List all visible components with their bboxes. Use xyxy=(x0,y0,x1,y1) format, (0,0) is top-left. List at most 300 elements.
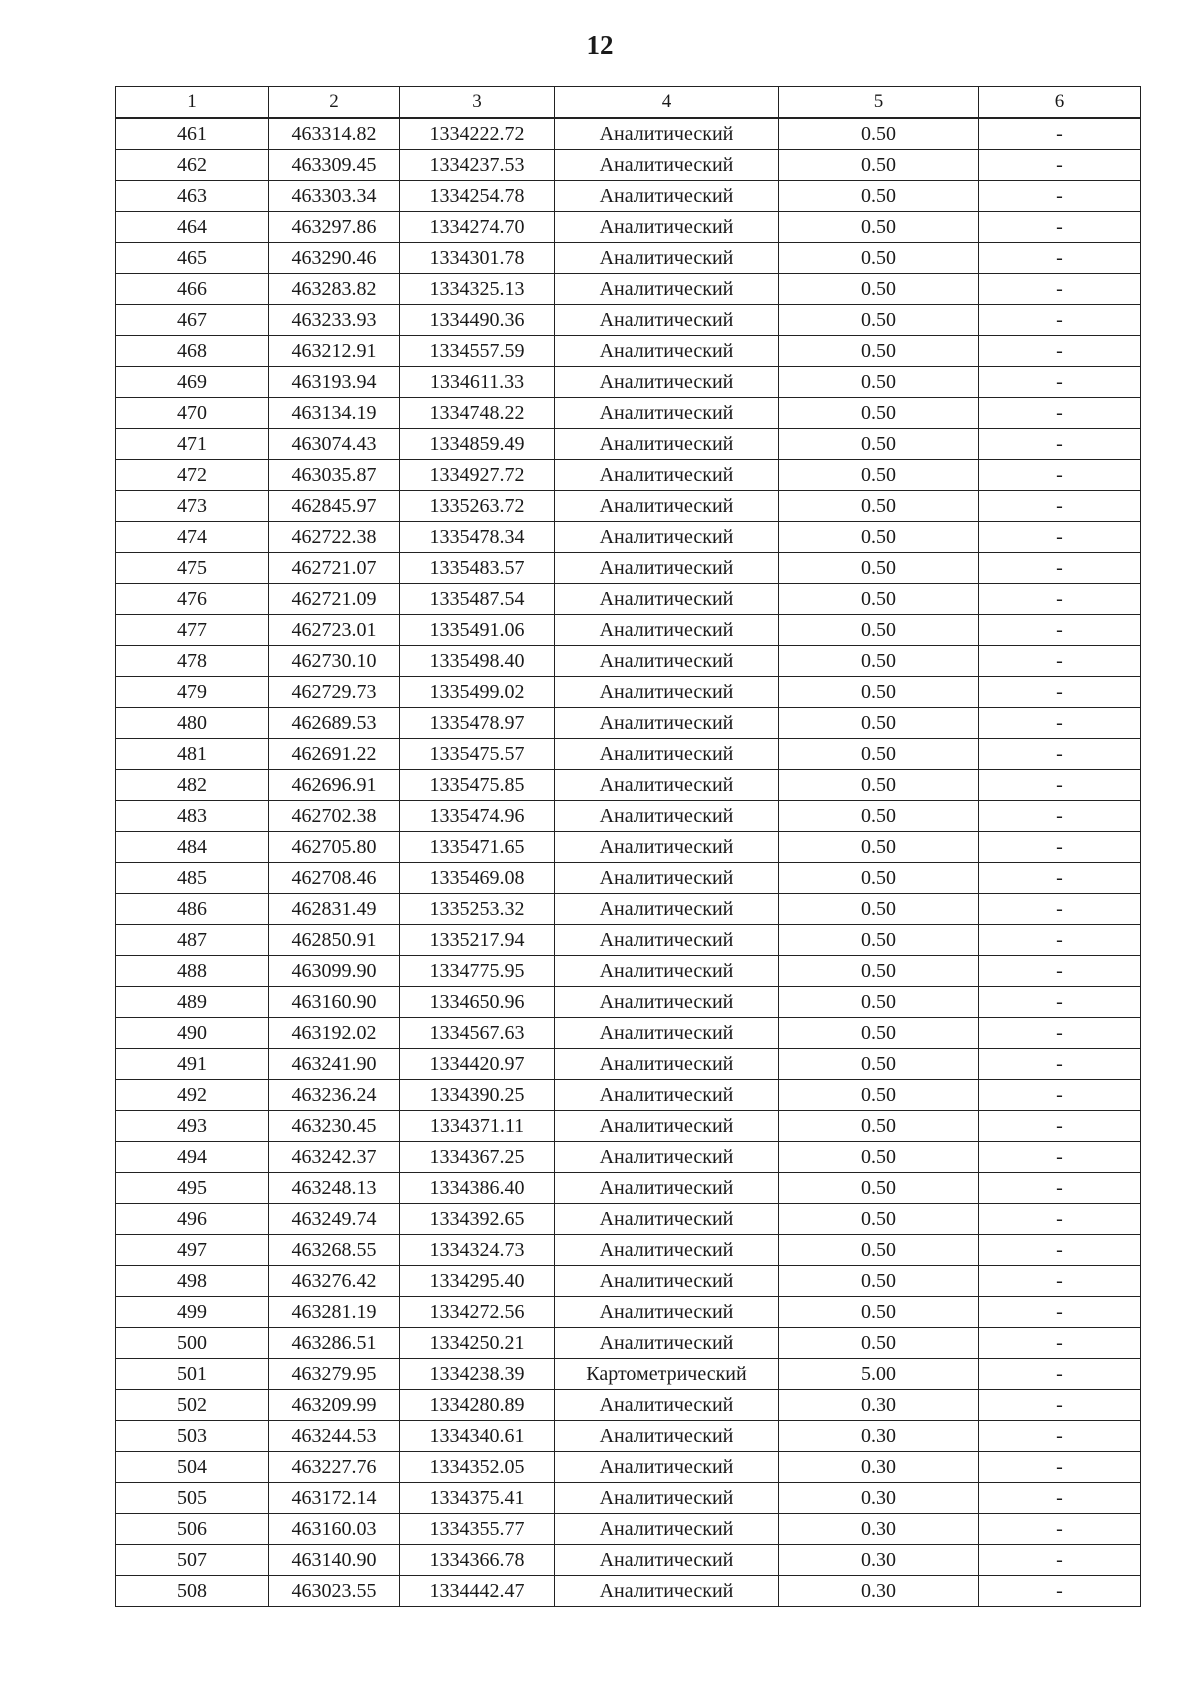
y-coordinate-cell: 1334367.25 xyxy=(400,1142,555,1173)
y-coordinate-cell: 1335475.85 xyxy=(400,770,555,801)
point-number-cell: 498 xyxy=(116,1266,269,1297)
method-cell: Аналитический xyxy=(555,522,779,553)
y-coordinate-cell: 1334390.25 xyxy=(400,1080,555,1111)
note-cell: - xyxy=(979,553,1141,584)
method-cell: Аналитический xyxy=(555,1576,779,1607)
table-row xyxy=(116,491,1141,522)
x-coordinate-cell: 462722.38 xyxy=(269,522,400,553)
x-coordinate-cell: 463172.14 xyxy=(269,1483,400,1514)
method-cell: Аналитический xyxy=(555,708,779,739)
table-row xyxy=(116,1111,1141,1142)
table-row xyxy=(116,925,1141,956)
accuracy-cell: 0.50 xyxy=(779,863,979,894)
point-number-cell: 506 xyxy=(116,1514,269,1545)
note-cell: - xyxy=(979,1390,1141,1421)
point-number-cell: 471 xyxy=(116,429,269,460)
table-row xyxy=(116,1483,1141,1514)
point-number-cell: 467 xyxy=(116,305,269,336)
accuracy-cell: 0.50 xyxy=(779,956,979,987)
x-coordinate-cell: 463244.53 xyxy=(269,1421,400,1452)
accuracy-cell: 0.50 xyxy=(779,1328,979,1359)
table-row xyxy=(116,1266,1141,1297)
y-coordinate-cell: 1335478.97 xyxy=(400,708,555,739)
accuracy-cell: 0.30 xyxy=(779,1390,979,1421)
y-coordinate-cell: 1335263.72 xyxy=(400,491,555,522)
accuracy-cell: 0.50 xyxy=(779,522,979,553)
point-number-cell: 465 xyxy=(116,243,269,274)
accuracy-cell: 0.50 xyxy=(779,491,979,522)
x-coordinate-cell: 462702.38 xyxy=(269,801,400,832)
x-coordinate-cell: 463099.90 xyxy=(269,956,400,987)
point-number-cell: 474 xyxy=(116,522,269,553)
method-cell: Аналитический xyxy=(555,1483,779,1514)
point-number-cell: 483 xyxy=(116,801,269,832)
accuracy-cell: 0.50 xyxy=(779,118,979,150)
column-header-3: 3 xyxy=(400,87,555,119)
point-number-cell: 473 xyxy=(116,491,269,522)
table-row xyxy=(116,801,1141,832)
method-cell: Аналитический xyxy=(555,863,779,894)
accuracy-cell: 0.50 xyxy=(779,553,979,584)
x-coordinate-cell: 463192.02 xyxy=(269,1018,400,1049)
accuracy-cell: 0.50 xyxy=(779,1297,979,1328)
table-row xyxy=(116,1173,1141,1204)
point-number-cell: 479 xyxy=(116,677,269,708)
note-cell: - xyxy=(979,1328,1141,1359)
table-row xyxy=(116,739,1141,770)
method-cell: Аналитический xyxy=(555,956,779,987)
note-cell: - xyxy=(979,429,1141,460)
table-header xyxy=(116,87,1141,119)
table-row xyxy=(116,615,1141,646)
x-coordinate-cell: 463283.82 xyxy=(269,274,400,305)
y-coordinate-cell: 1335498.40 xyxy=(400,646,555,677)
x-coordinate-cell: 463230.45 xyxy=(269,1111,400,1142)
accuracy-cell: 0.50 xyxy=(779,274,979,305)
table-row xyxy=(116,181,1141,212)
accuracy-cell: 0.50 xyxy=(779,1142,979,1173)
point-number-cell: 462 xyxy=(116,150,269,181)
note-cell: - xyxy=(979,305,1141,336)
y-coordinate-cell: 1334238.39 xyxy=(400,1359,555,1390)
point-number-cell: 481 xyxy=(116,739,269,770)
y-coordinate-cell: 1334392.65 xyxy=(400,1204,555,1235)
point-number-cell: 468 xyxy=(116,336,269,367)
table-row xyxy=(116,243,1141,274)
y-coordinate-cell: 1334611.33 xyxy=(400,367,555,398)
method-cell: Аналитический xyxy=(555,243,779,274)
accuracy-cell: 0.50 xyxy=(779,987,979,1018)
y-coordinate-cell: 1335499.02 xyxy=(400,677,555,708)
accuracy-cell: 0.50 xyxy=(779,584,979,615)
table-row xyxy=(116,460,1141,491)
x-coordinate-cell: 463193.94 xyxy=(269,367,400,398)
point-number-cell: 497 xyxy=(116,1235,269,1266)
point-number-cell: 485 xyxy=(116,863,269,894)
accuracy-cell: 0.50 xyxy=(779,894,979,925)
x-coordinate-cell: 462721.09 xyxy=(269,584,400,615)
accuracy-cell: 0.50 xyxy=(779,460,979,491)
point-number-cell: 488 xyxy=(116,956,269,987)
header-row xyxy=(116,87,1141,119)
accuracy-cell: 0.30 xyxy=(779,1576,979,1607)
method-cell: Аналитический xyxy=(555,274,779,305)
table-row xyxy=(116,429,1141,460)
table-row xyxy=(116,1049,1141,1080)
y-coordinate-cell: 1335471.65 xyxy=(400,832,555,863)
method-cell: Аналитический xyxy=(555,1266,779,1297)
table-row xyxy=(116,212,1141,243)
note-cell: - xyxy=(979,1235,1141,1266)
x-coordinate-cell: 463160.90 xyxy=(269,987,400,1018)
x-coordinate-cell: 462845.97 xyxy=(269,491,400,522)
y-coordinate-cell: 1335217.94 xyxy=(400,925,555,956)
y-coordinate-cell: 1334490.36 xyxy=(400,305,555,336)
table-row xyxy=(116,1080,1141,1111)
accuracy-cell: 0.30 xyxy=(779,1452,979,1483)
accuracy-cell: 0.50 xyxy=(779,770,979,801)
x-coordinate-cell: 463279.95 xyxy=(269,1359,400,1390)
method-cell: Аналитический xyxy=(555,429,779,460)
table-row xyxy=(116,646,1141,677)
table-row xyxy=(116,1390,1141,1421)
method-cell: Аналитический xyxy=(555,1452,779,1483)
note-cell: - xyxy=(979,1173,1141,1204)
note-cell: - xyxy=(979,677,1141,708)
note-cell: - xyxy=(979,832,1141,863)
y-coordinate-cell: 1334375.41 xyxy=(400,1483,555,1514)
table-row xyxy=(116,987,1141,1018)
note-cell: - xyxy=(979,1514,1141,1545)
point-number-cell: 489 xyxy=(116,987,269,1018)
y-coordinate-cell: 1334442.47 xyxy=(400,1576,555,1607)
point-number-cell: 482 xyxy=(116,770,269,801)
table-row xyxy=(116,770,1141,801)
accuracy-cell: 0.30 xyxy=(779,1514,979,1545)
note-cell: - xyxy=(979,1359,1141,1390)
accuracy-cell: 0.50 xyxy=(779,1173,979,1204)
accuracy-cell: 0.50 xyxy=(779,398,979,429)
y-coordinate-cell: 1335487.54 xyxy=(400,584,555,615)
x-coordinate-cell: 463227.76 xyxy=(269,1452,400,1483)
table-row xyxy=(116,584,1141,615)
x-coordinate-cell: 462831.49 xyxy=(269,894,400,925)
method-cell: Аналитический xyxy=(555,987,779,1018)
point-number-cell: 496 xyxy=(116,1204,269,1235)
y-coordinate-cell: 1335474.96 xyxy=(400,801,555,832)
column-header-2: 2 xyxy=(269,87,400,119)
y-coordinate-cell: 1335469.08 xyxy=(400,863,555,894)
accuracy-cell: 0.50 xyxy=(779,708,979,739)
accuracy-cell: 0.50 xyxy=(779,181,979,212)
table-row xyxy=(116,305,1141,336)
table-row xyxy=(116,336,1141,367)
y-coordinate-cell: 1334650.96 xyxy=(400,987,555,1018)
table-row xyxy=(116,956,1141,987)
method-cell: Аналитический xyxy=(555,118,779,150)
point-number-cell: 508 xyxy=(116,1576,269,1607)
method-cell: Аналитический xyxy=(555,801,779,832)
note-cell: - xyxy=(979,1297,1141,1328)
point-number-cell: 478 xyxy=(116,646,269,677)
note-cell: - xyxy=(979,1421,1141,1452)
y-coordinate-cell: 1334324.73 xyxy=(400,1235,555,1266)
x-coordinate-cell: 463134.19 xyxy=(269,398,400,429)
note-cell: - xyxy=(979,770,1141,801)
table-row xyxy=(116,150,1141,181)
point-number-cell: 493 xyxy=(116,1111,269,1142)
table-row xyxy=(116,1545,1141,1576)
method-cell: Аналитический xyxy=(555,1018,779,1049)
x-coordinate-cell: 462705.80 xyxy=(269,832,400,863)
x-coordinate-cell: 462691.22 xyxy=(269,739,400,770)
method-cell: Аналитический xyxy=(555,1297,779,1328)
x-coordinate-cell: 463249.74 xyxy=(269,1204,400,1235)
x-coordinate-cell: 463290.46 xyxy=(269,243,400,274)
y-coordinate-cell: 1334274.70 xyxy=(400,212,555,243)
point-number-cell: 500 xyxy=(116,1328,269,1359)
y-coordinate-cell: 1334557.59 xyxy=(400,336,555,367)
accuracy-cell: 0.50 xyxy=(779,305,979,336)
point-number-cell: 494 xyxy=(116,1142,269,1173)
accuracy-cell: 0.50 xyxy=(779,832,979,863)
table-body xyxy=(116,118,1141,1607)
note-cell: - xyxy=(979,1545,1141,1576)
note-cell: - xyxy=(979,522,1141,553)
x-coordinate-cell: 463160.03 xyxy=(269,1514,400,1545)
x-coordinate-cell: 462850.91 xyxy=(269,925,400,956)
accuracy-cell: 0.50 xyxy=(779,1111,979,1142)
method-cell: Аналитический xyxy=(555,1080,779,1111)
point-number-cell: 461 xyxy=(116,118,269,150)
y-coordinate-cell: 1335478.34 xyxy=(400,522,555,553)
point-number-cell: 472 xyxy=(116,460,269,491)
y-coordinate-cell: 1335491.06 xyxy=(400,615,555,646)
x-coordinate-cell: 463314.82 xyxy=(269,118,400,150)
note-cell: - xyxy=(979,181,1141,212)
point-number-cell: 507 xyxy=(116,1545,269,1576)
table-row xyxy=(116,367,1141,398)
x-coordinate-cell: 463212.91 xyxy=(269,336,400,367)
point-number-cell: 501 xyxy=(116,1359,269,1390)
table-row xyxy=(116,1204,1141,1235)
y-coordinate-cell: 1334222.72 xyxy=(400,118,555,150)
method-cell: Аналитический xyxy=(555,1173,779,1204)
table-row xyxy=(116,1359,1141,1390)
x-coordinate-cell: 463233.93 xyxy=(269,305,400,336)
x-coordinate-cell: 462689.53 xyxy=(269,708,400,739)
note-cell: - xyxy=(979,739,1141,770)
y-coordinate-cell: 1335483.57 xyxy=(400,553,555,584)
table-row xyxy=(116,677,1141,708)
y-coordinate-cell: 1334280.89 xyxy=(400,1390,555,1421)
accuracy-cell: 0.50 xyxy=(779,646,979,677)
x-coordinate-cell: 463074.43 xyxy=(269,429,400,460)
table-row xyxy=(116,863,1141,894)
method-cell: Аналитический xyxy=(555,832,779,863)
note-cell: - xyxy=(979,1018,1141,1049)
x-coordinate-cell: 463241.90 xyxy=(269,1049,400,1080)
accuracy-cell: 0.30 xyxy=(779,1421,979,1452)
y-coordinate-cell: 1334340.61 xyxy=(400,1421,555,1452)
method-cell: Аналитический xyxy=(555,1204,779,1235)
point-number-cell: 490 xyxy=(116,1018,269,1049)
note-cell: - xyxy=(979,243,1141,274)
method-cell: Аналитический xyxy=(555,336,779,367)
method-cell: Аналитический xyxy=(555,181,779,212)
x-coordinate-cell: 463303.34 xyxy=(269,181,400,212)
point-number-cell: 477 xyxy=(116,615,269,646)
method-cell: Аналитический xyxy=(555,491,779,522)
method-cell: Аналитический xyxy=(555,460,779,491)
x-coordinate-cell: 463297.86 xyxy=(269,212,400,243)
accuracy-cell: 0.50 xyxy=(779,1018,979,1049)
method-cell: Аналитический xyxy=(555,212,779,243)
point-number-cell: 466 xyxy=(116,274,269,305)
y-coordinate-cell: 1334237.53 xyxy=(400,150,555,181)
note-cell: - xyxy=(979,1483,1141,1514)
accuracy-cell: 0.50 xyxy=(779,212,979,243)
note-cell: - xyxy=(979,584,1141,615)
method-cell: Аналитический xyxy=(555,1421,779,1452)
table-row xyxy=(116,832,1141,863)
method-cell: Аналитический xyxy=(555,894,779,925)
y-coordinate-cell: 1334567.63 xyxy=(400,1018,555,1049)
note-cell: - xyxy=(979,1049,1141,1080)
method-cell: Аналитический xyxy=(555,1049,779,1080)
y-coordinate-cell: 1334355.77 xyxy=(400,1514,555,1545)
y-coordinate-cell: 1334366.78 xyxy=(400,1545,555,1576)
method-cell: Аналитический xyxy=(555,367,779,398)
point-number-cell: 480 xyxy=(116,708,269,739)
x-coordinate-cell: 463248.13 xyxy=(269,1173,400,1204)
method-cell: Аналитический xyxy=(555,1545,779,1576)
y-coordinate-cell: 1334748.22 xyxy=(400,398,555,429)
note-cell: - xyxy=(979,212,1141,243)
method-cell: Аналитический xyxy=(555,1390,779,1421)
x-coordinate-cell: 463281.19 xyxy=(269,1297,400,1328)
note-cell: - xyxy=(979,367,1141,398)
note-cell: - xyxy=(979,646,1141,677)
note-cell: - xyxy=(979,801,1141,832)
table-row xyxy=(116,1452,1141,1483)
table-row xyxy=(116,553,1141,584)
method-cell: Аналитический xyxy=(555,615,779,646)
note-cell: - xyxy=(979,336,1141,367)
note-cell: - xyxy=(979,1452,1141,1483)
x-coordinate-cell: 463035.87 xyxy=(269,460,400,491)
method-cell: Аналитический xyxy=(555,646,779,677)
accuracy-cell: 0.50 xyxy=(779,367,979,398)
y-coordinate-cell: 1334927.72 xyxy=(400,460,555,491)
method-cell: Аналитический xyxy=(555,553,779,584)
point-number-cell: 486 xyxy=(116,894,269,925)
method-cell: Аналитический xyxy=(555,1111,779,1142)
method-cell: Аналитический xyxy=(555,150,779,181)
method-cell: Аналитический xyxy=(555,925,779,956)
point-number-cell: 463 xyxy=(116,181,269,212)
x-coordinate-cell: 463276.42 xyxy=(269,1266,400,1297)
method-cell: Аналитический xyxy=(555,1142,779,1173)
note-cell: - xyxy=(979,987,1141,1018)
note-cell: - xyxy=(979,150,1141,181)
point-number-cell: 469 xyxy=(116,367,269,398)
y-coordinate-cell: 1334254.78 xyxy=(400,181,555,212)
x-coordinate-cell: 463236.24 xyxy=(269,1080,400,1111)
table-row xyxy=(116,522,1141,553)
y-coordinate-cell: 1334250.21 xyxy=(400,1328,555,1359)
x-coordinate-cell: 462708.46 xyxy=(269,863,400,894)
table-row xyxy=(116,1576,1141,1607)
accuracy-cell: 0.50 xyxy=(779,615,979,646)
method-cell: Аналитический xyxy=(555,584,779,615)
table-row xyxy=(116,118,1141,150)
table-row xyxy=(116,1328,1141,1359)
point-number-cell: 503 xyxy=(116,1421,269,1452)
x-coordinate-cell: 463209.99 xyxy=(269,1390,400,1421)
note-cell: - xyxy=(979,925,1141,956)
x-coordinate-cell: 463268.55 xyxy=(269,1235,400,1266)
note-cell: - xyxy=(979,1080,1141,1111)
method-cell: Аналитический xyxy=(555,305,779,336)
note-cell: - xyxy=(979,274,1141,305)
accuracy-cell: 0.50 xyxy=(779,336,979,367)
accuracy-cell: 0.50 xyxy=(779,801,979,832)
column-header-6: 6 xyxy=(979,87,1141,119)
point-number-cell: 487 xyxy=(116,925,269,956)
accuracy-cell: 0.50 xyxy=(779,677,979,708)
method-cell: Аналитический xyxy=(555,1235,779,1266)
note-cell: - xyxy=(979,1204,1141,1235)
y-coordinate-cell: 1334775.95 xyxy=(400,956,555,987)
accuracy-cell: 0.50 xyxy=(779,1235,979,1266)
x-coordinate-cell: 462696.91 xyxy=(269,770,400,801)
table-row xyxy=(116,894,1141,925)
accuracy-cell: 0.50 xyxy=(779,150,979,181)
point-number-cell: 470 xyxy=(116,398,269,429)
column-header-4: 4 xyxy=(555,87,779,119)
accuracy-cell: 0.30 xyxy=(779,1545,979,1576)
point-number-cell: 502 xyxy=(116,1390,269,1421)
y-coordinate-cell: 1334386.40 xyxy=(400,1173,555,1204)
x-coordinate-cell: 463140.90 xyxy=(269,1545,400,1576)
table-row xyxy=(116,708,1141,739)
note-cell: - xyxy=(979,1266,1141,1297)
accuracy-cell: 0.50 xyxy=(779,1049,979,1080)
note-cell: - xyxy=(979,956,1141,987)
table-row xyxy=(116,1235,1141,1266)
y-coordinate-cell: 1334295.40 xyxy=(400,1266,555,1297)
point-number-cell: 505 xyxy=(116,1483,269,1514)
x-coordinate-cell: 463286.51 xyxy=(269,1328,400,1359)
point-number-cell: 495 xyxy=(116,1173,269,1204)
accuracy-cell: 0.50 xyxy=(779,429,979,460)
accuracy-cell: 0.30 xyxy=(779,1483,979,1514)
method-cell: Аналитический xyxy=(555,1514,779,1545)
table-row xyxy=(116,1018,1141,1049)
point-number-cell: 504 xyxy=(116,1452,269,1483)
y-coordinate-cell: 1334859.49 xyxy=(400,429,555,460)
coordinates-table xyxy=(115,86,1141,1607)
column-header-5: 5 xyxy=(779,87,979,119)
method-cell: Аналитический xyxy=(555,770,779,801)
accuracy-cell: 0.50 xyxy=(779,243,979,274)
page-number: 12 xyxy=(586,30,614,60)
point-number-cell: 476 xyxy=(116,584,269,615)
note-cell: - xyxy=(979,460,1141,491)
x-coordinate-cell: 463309.45 xyxy=(269,150,400,181)
x-coordinate-cell: 462729.73 xyxy=(269,677,400,708)
